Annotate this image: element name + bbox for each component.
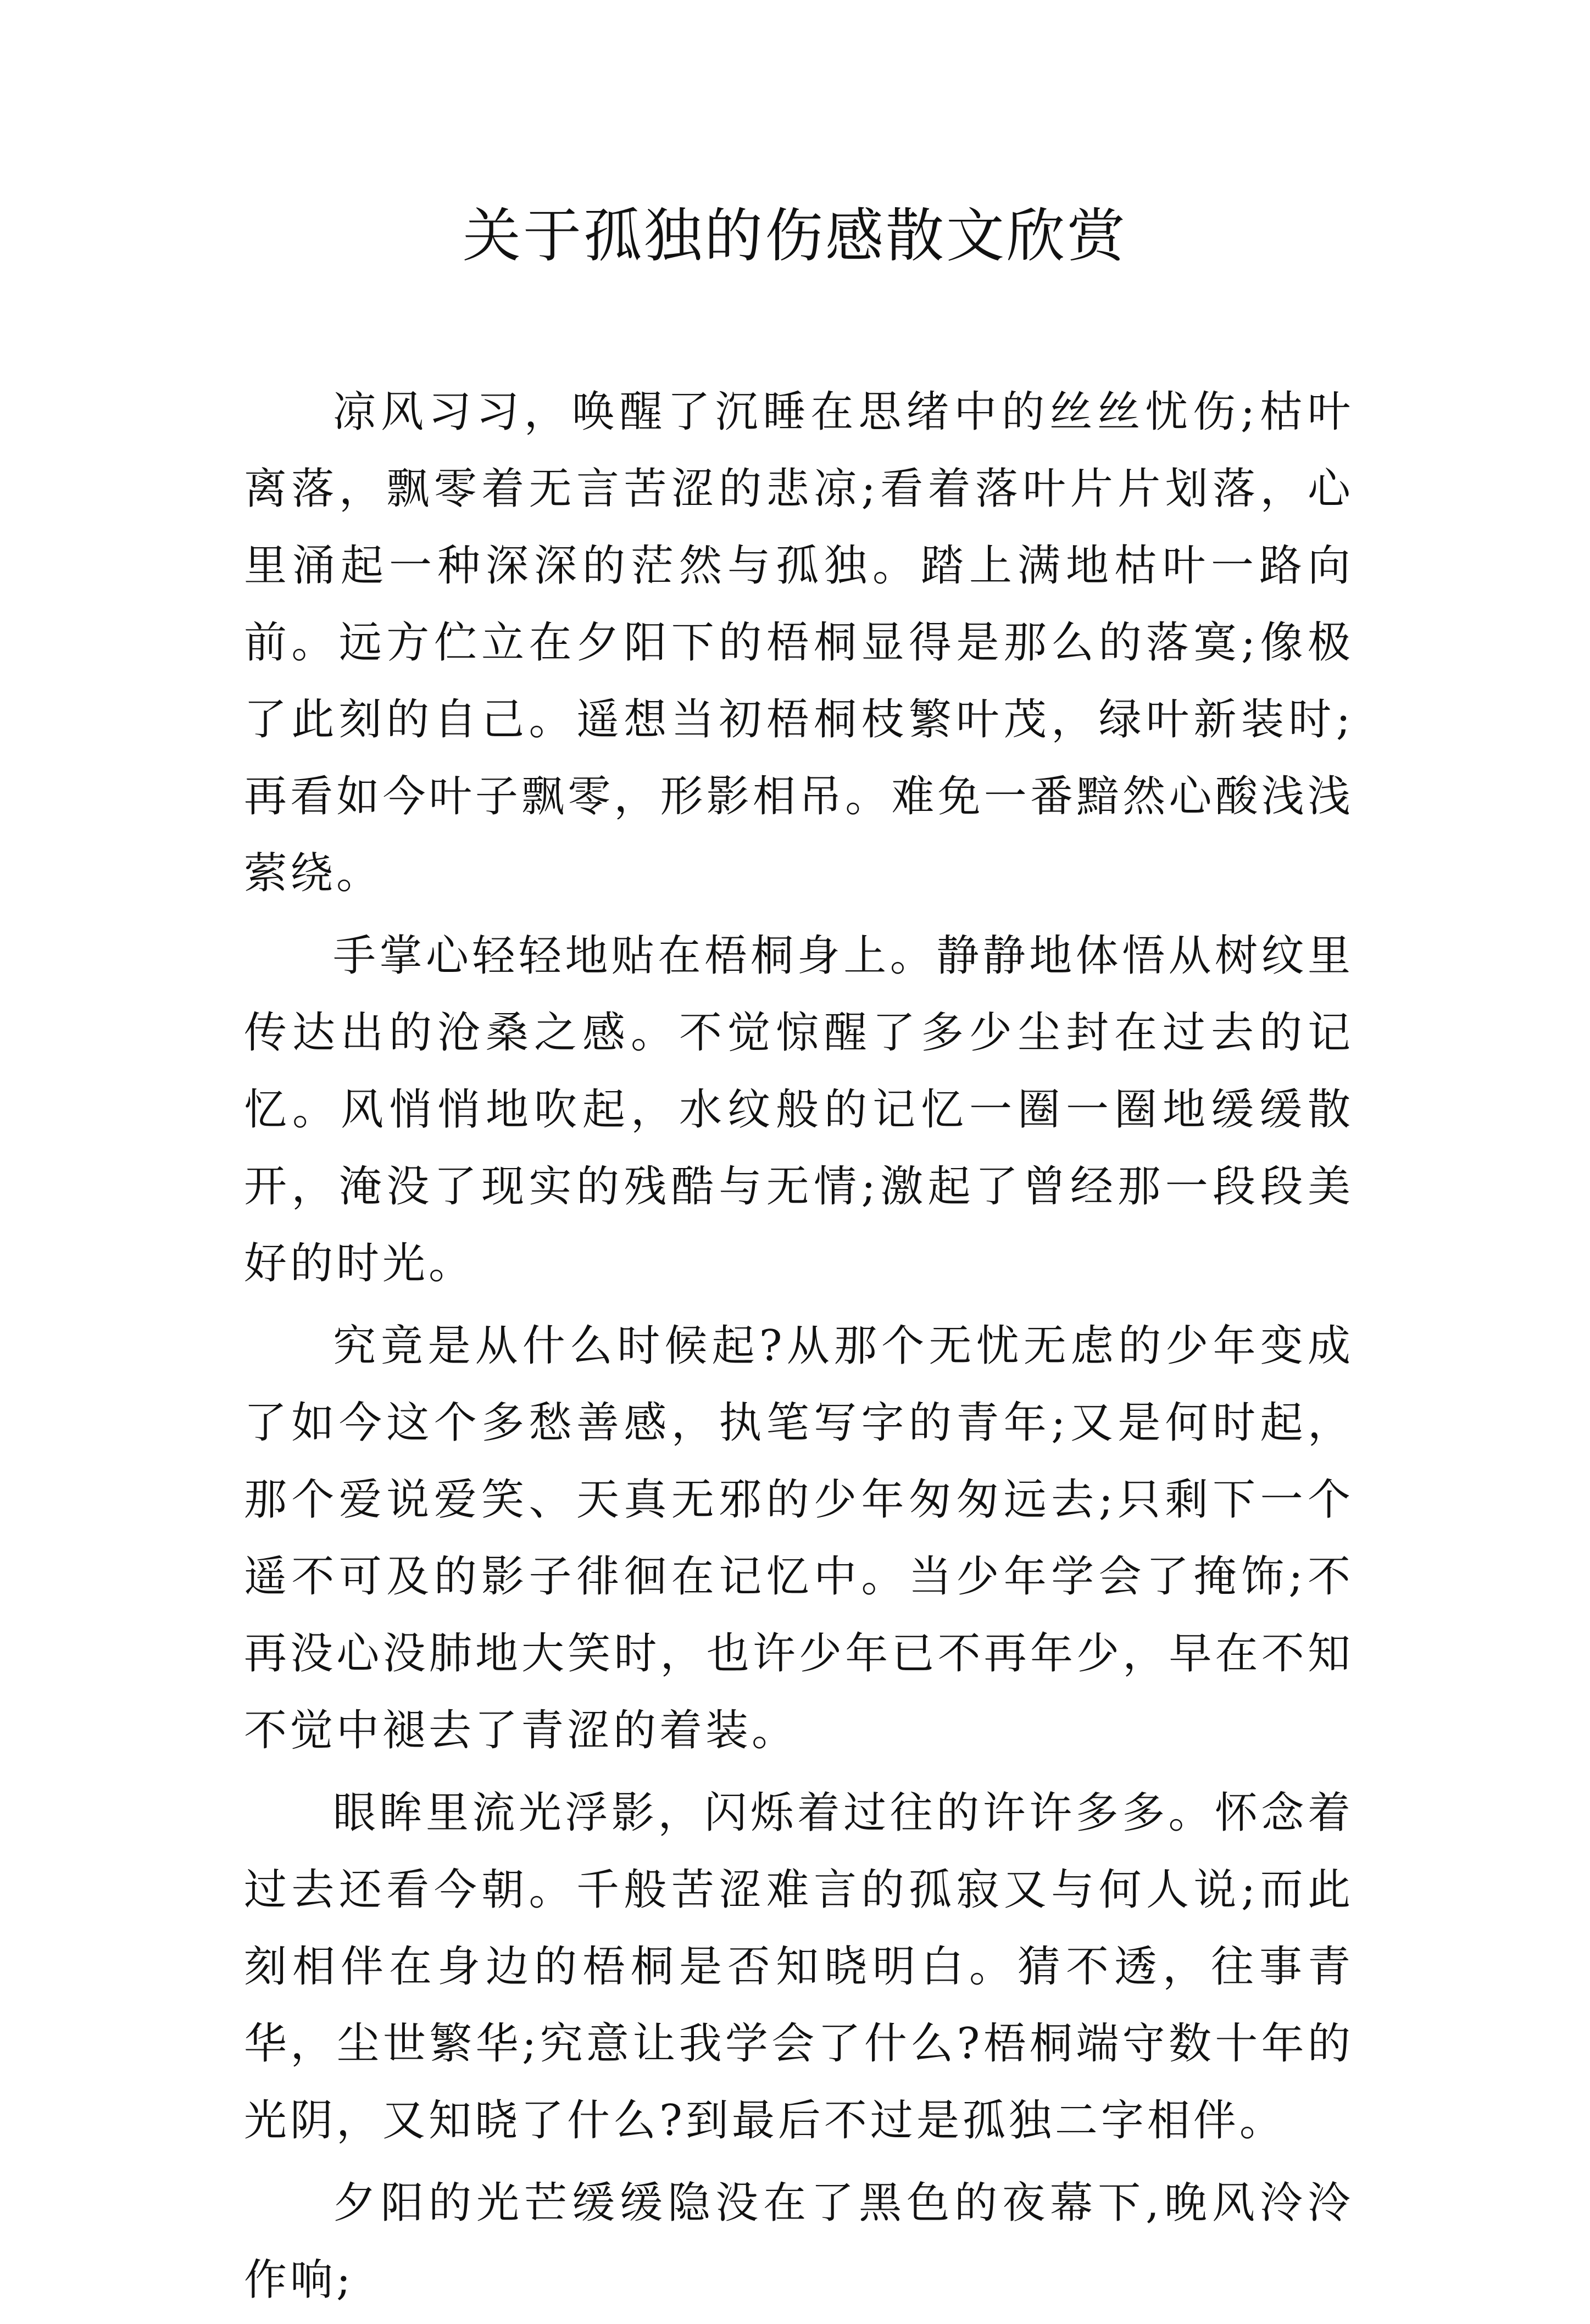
document-title: 关于孤独的伤感散文欣赏: [463, 202, 1127, 270]
paragraph: 眼眸里流光浮影，闪烁着过往的许许多多。怀念着过去还看今朝。千般苦涩难言的孤寂又与何人说;而此刻相伴在身边的梧桐是否知晓明白。猜不透，往事青华，尘世繁华;究意让我学会了什么?梧桐端守数十年的光阴，又知晓了什么?到最后不过是孤独二字相伴。: [244, 1788, 1354, 2145]
paragraph: 手掌心轻轻地贴在梧桐身上。静静地体悟从树纹里传达出的沧桑之感。不觉惊醒了多少尘封在过去的记忆。风悄悄地吹起，水纹般的记忆一圈一圈地缓缓散开，淹没了现实的残酷与无情;激起了曾经那一段段美好的时光。: [244, 931, 1354, 1288]
paragraph: 究竟是从什么时候起?从那个无忧无虑的少年变成了如今这个多愁善感，执笔写字的青年;又是何时起，那个爱说爱笑、天真无邪的少年匆匆远去;只剩下一个遥不可及的影子徘徊在记忆中。当少年学会了掩饰;不再没心没肺地大笑时，也许少年已不再年少，早在不知不觉中褪去了青涩的着装。: [244, 1321, 1354, 1755]
article-body: [244, 374, 1354, 2324]
paragraph: 夕阳的光芒缓缓隐没在了黑色的夜幕下,晚风泠泠作响;: [244, 2178, 1354, 2305]
paragraph: 凉风习习，唤醒了沉睡在思绪中的丝丝忧伤;枯叶离落，飘零着无言苦涩的悲凉;看着落叶片片划落，心里涌起一种深深的茫然与孤独。踏上满地枯叶一路向前。远方伫立在夕阳下的梧桐显得是那么的落寞;像极了此刻的自己。遥想当初梧桐枝繁叶茂，绿叶新装时;再看如今叶子飘零，形影相吊。难免一番黯然心酸浅浅萦绕。: [244, 387, 1354, 898]
